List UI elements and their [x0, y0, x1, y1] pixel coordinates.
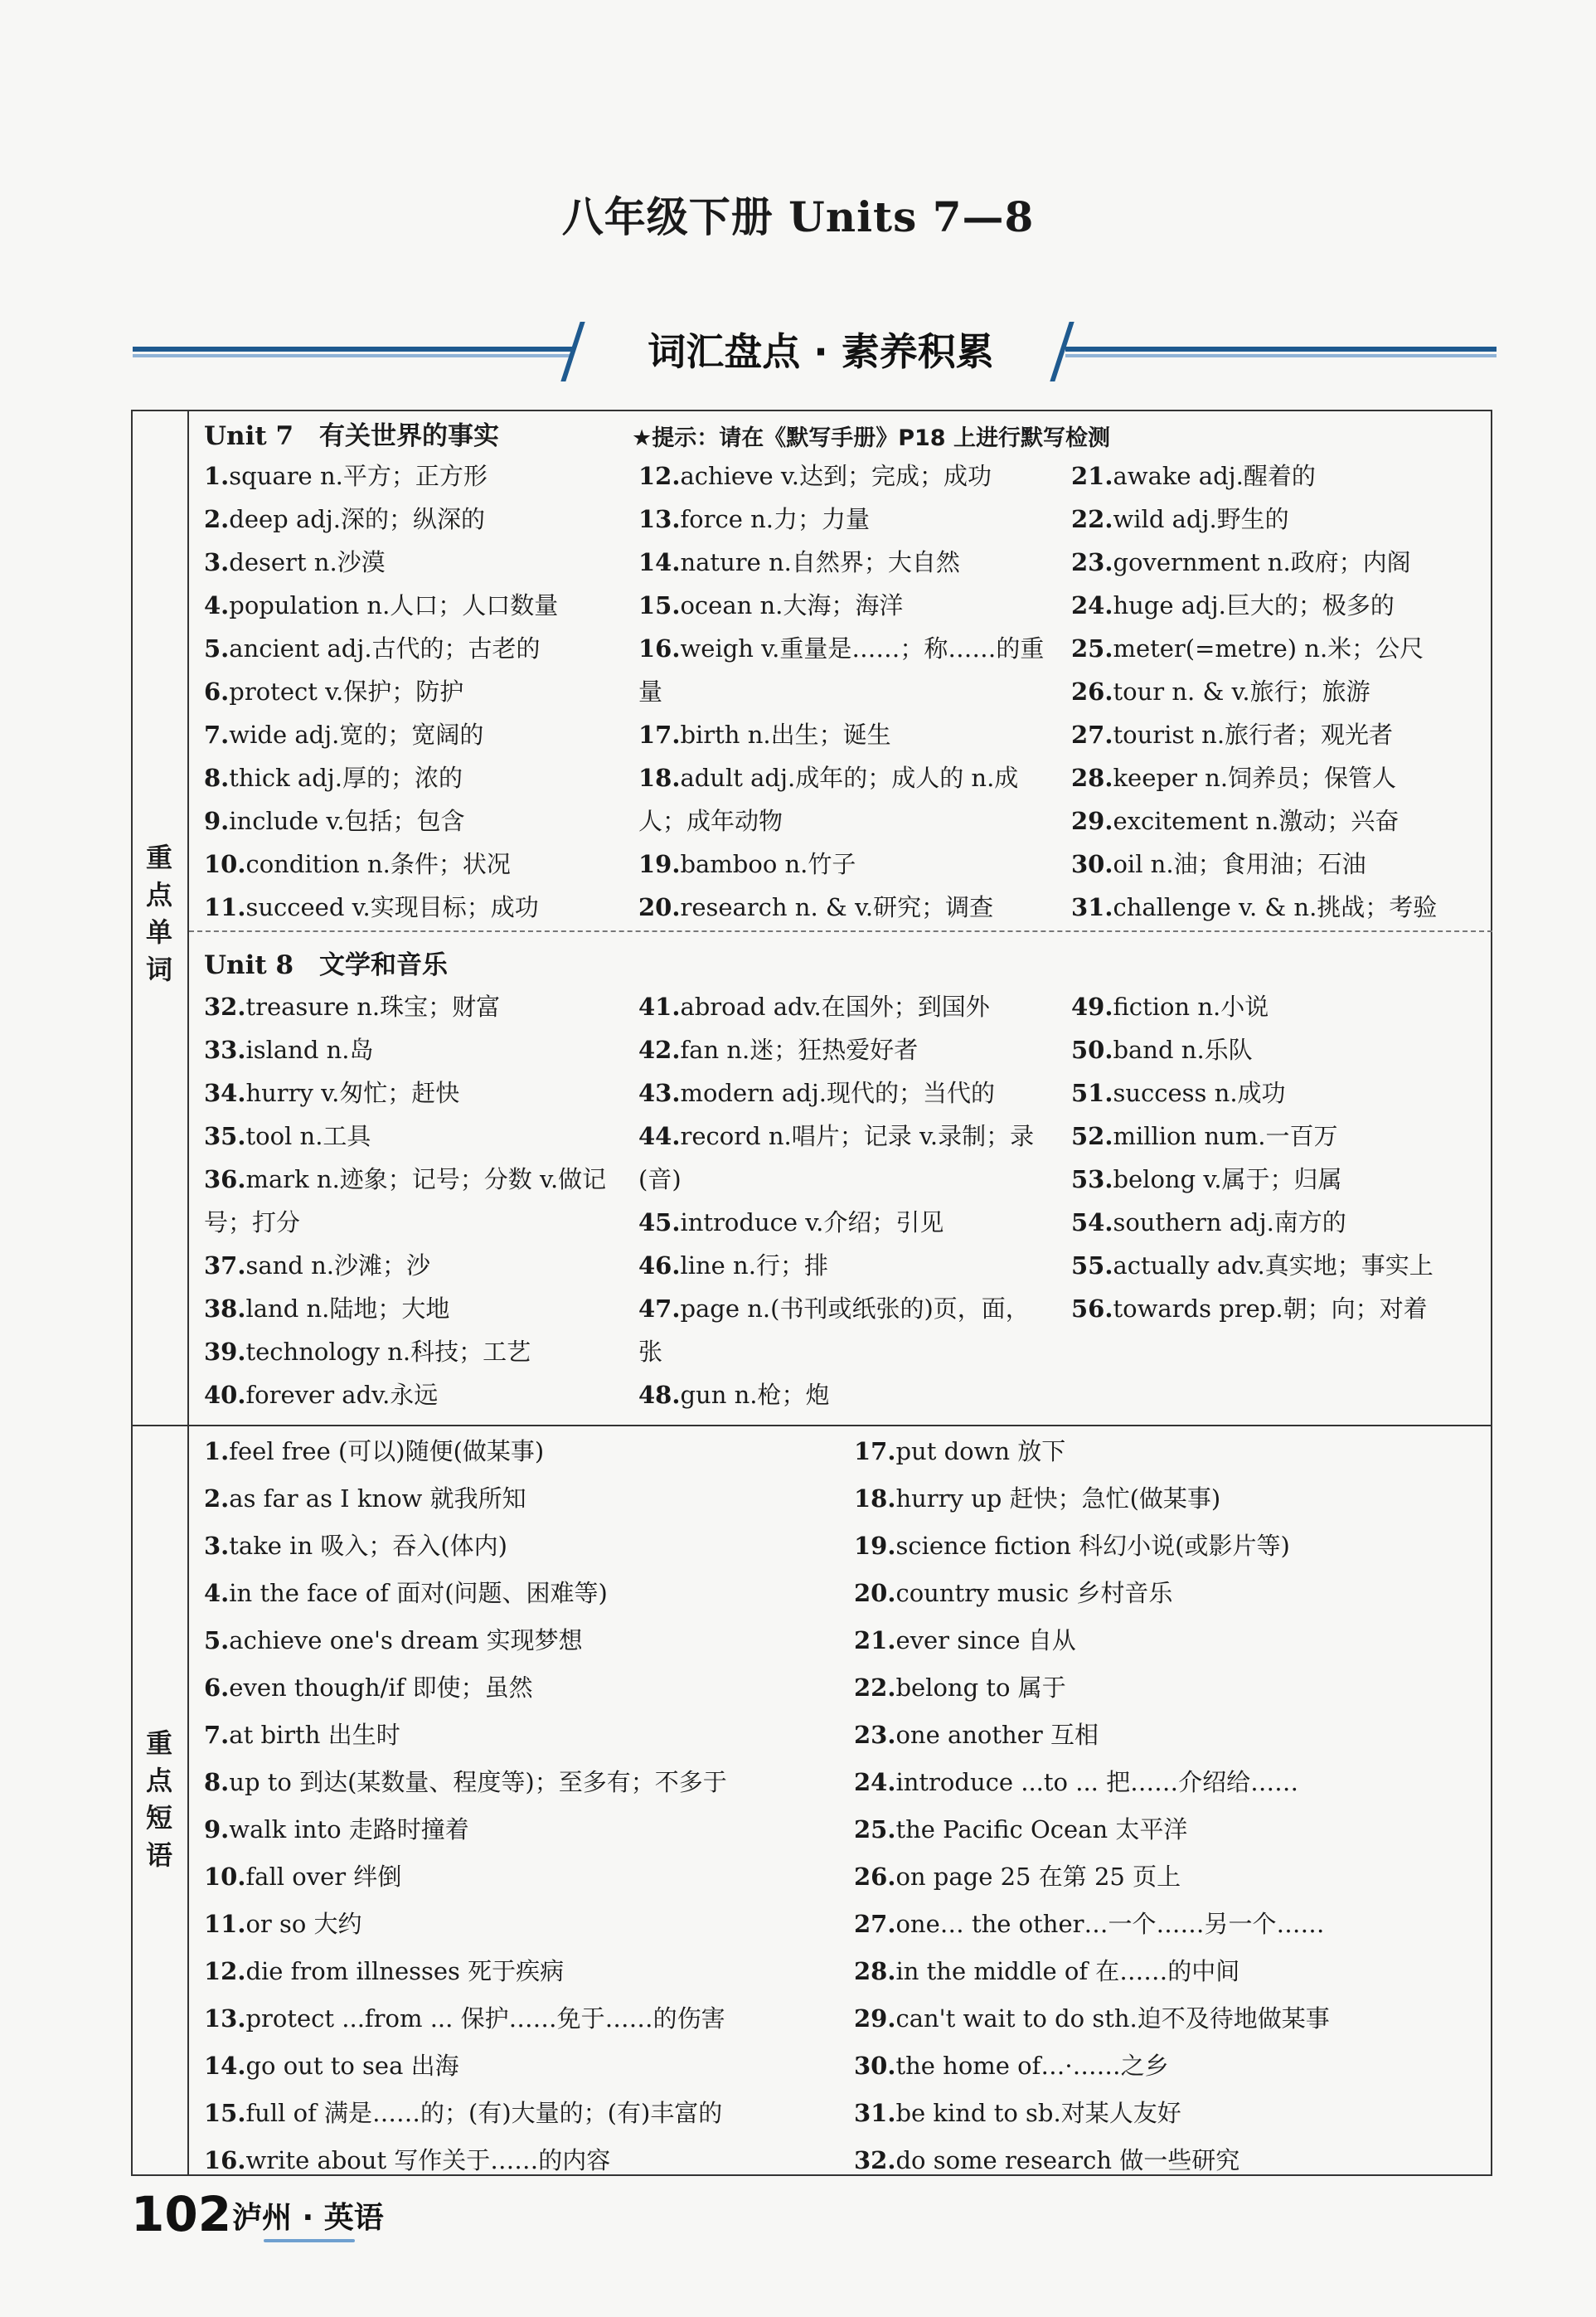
list-item	[638, 1373, 1053, 1416]
item-number: 10.	[204, 1863, 246, 1891]
item-number: 39.	[204, 1338, 246, 1366]
banner-rule-left	[133, 347, 572, 352]
item-number: 43.	[638, 1079, 681, 1107]
list-item	[1071, 886, 1486, 929]
list-item	[204, 1330, 619, 1373]
item-text: ever since 自从	[895, 1626, 1076, 1654]
list-item	[638, 1071, 1053, 1115]
item-text: belong to 属于	[895, 1673, 1066, 1702]
item-number: 12.	[638, 462, 681, 490]
item-number: 5.	[204, 634, 230, 663]
item-text: awake adj.醒着的	[1113, 462, 1316, 490]
item-number: 19.	[854, 1532, 896, 1560]
list-item	[638, 454, 1053, 498]
footer-label: 泸州 · 英语	[232, 2201, 384, 2235]
item-text: one… the other…一个……另一个……	[895, 1910, 1325, 1938]
phrase-item	[854, 1617, 1076, 1664]
list-item	[1071, 843, 1486, 886]
item-number: 8.	[204, 764, 230, 792]
banner-accent-left	[133, 354, 572, 357]
item-number: 6.	[204, 1673, 230, 1702]
item-number: 1.	[204, 462, 230, 490]
list-item	[204, 1071, 619, 1115]
item-text: technology n.科技；工艺	[245, 1338, 531, 1366]
phrase-item	[204, 1428, 544, 1475]
list-item	[638, 541, 1053, 584]
list-item	[204, 799, 619, 843]
item-text: actually adv.真实地；事实上	[1113, 1251, 1433, 1280]
item-text: mark n.迹象；记号；分数 v.做记号；打分	[204, 1165, 607, 1236]
item-text: achieve one's dream 实现梦想	[229, 1626, 583, 1654]
phrase-item	[204, 1995, 725, 2043]
list-item	[638, 1244, 1053, 1287]
phrase-item	[854, 1948, 1239, 1995]
item-number: 32.	[204, 993, 246, 1021]
phrase-item	[204, 1853, 401, 1901]
page-title: 八年级下册 Units 7—8	[561, 192, 1035, 241]
list-item	[638, 1201, 1053, 1244]
item-text: record n.唱片；记录 v.录制；录(音)	[638, 1122, 1035, 1193]
item-text: treasure n.珠宝；财富	[245, 993, 501, 1021]
item-number: 22.	[1071, 505, 1113, 533]
item-text: abroad adv.在国外；到国外	[680, 993, 990, 1021]
item-number: 26.	[854, 1863, 896, 1891]
item-number: 34.	[204, 1079, 246, 1107]
item-number: 45.	[638, 1208, 681, 1236]
item-text: the home of…·……之乡	[895, 2052, 1169, 2080]
phrase-item	[854, 1853, 1181, 1901]
item-text: one another 互相	[895, 1721, 1099, 1749]
item-number: 41.	[638, 993, 681, 1021]
item-text: fan n.迷；狂热爱好者	[680, 1036, 919, 1064]
list-item	[1071, 756, 1486, 799]
list-item	[1071, 541, 1486, 584]
banner-title: 词汇盘点 · 素养积累	[648, 329, 994, 374]
phrase-item	[204, 1570, 608, 1617]
item-text: can't wait to do sth.迫不及待地做某事	[895, 2004, 1330, 2033]
unit-divider	[189, 930, 1492, 932]
list-item	[204, 541, 619, 584]
item-text: do some research 做一些研究	[895, 2146, 1240, 2174]
phrase-section-label: 重 点 短 语	[145, 1727, 172, 1871]
item-number: 44.	[638, 1122, 681, 1150]
item-number: 19.	[638, 850, 681, 878]
list-item	[204, 1373, 619, 1416]
item-number: 2.	[204, 505, 230, 533]
list-item	[638, 498, 1053, 541]
item-text: in the middle of 在……的中间	[895, 1957, 1240, 1985]
item-number: 47.	[638, 1295, 681, 1323]
phrase-item	[204, 2090, 722, 2137]
item-text: oil n.油；食用油；石油	[1113, 850, 1366, 878]
item-text: ocean n.大海；海洋	[680, 591, 904, 619]
item-number: 33.	[204, 1036, 246, 1064]
item-number: 11.	[204, 893, 246, 921]
phrase-item	[854, 2137, 1239, 2184]
list-item	[1071, 1287, 1486, 1330]
item-number: 25.	[854, 1815, 896, 1843]
list-item	[1071, 1244, 1486, 1287]
item-text: hurry v.匆忙；赶快	[245, 1079, 460, 1107]
item-number: 17.	[638, 721, 681, 749]
item-text: in the face of 面对(问题、困难等)	[229, 1579, 608, 1607]
item-number: 38.	[204, 1295, 246, 1323]
list-item	[1071, 454, 1486, 498]
item-text: square n.平方；正方形	[229, 462, 488, 490]
item-number: 7.	[204, 721, 230, 749]
item-number: 24.	[1071, 591, 1113, 619]
item-text: meter(=metre) n.米；公尺	[1113, 634, 1424, 663]
item-number: 11.	[204, 1910, 246, 1938]
list-item	[204, 1158, 619, 1244]
item-number: 48.	[638, 1381, 681, 1409]
item-number: 30.	[854, 2052, 896, 2080]
item-number: 32.	[854, 2146, 896, 2174]
item-text: science fiction 科幻小说(或影片等)	[895, 1532, 1290, 1560]
item-text: tour n. & v.旅行；旅游	[1113, 678, 1370, 706]
item-text: condition n.条件；状况	[245, 850, 511, 878]
item-number: 50.	[1071, 1036, 1113, 1064]
item-number: 13.	[638, 505, 681, 533]
list-item	[1071, 713, 1486, 756]
list-item	[638, 584, 1053, 627]
item-number: 20.	[854, 1579, 896, 1607]
item-text: introduce v.介绍；引见	[680, 1208, 944, 1236]
item-text: deep adj.深的；纵深的	[229, 505, 486, 533]
list-item	[204, 1028, 619, 1071]
item-text: put down 放下	[895, 1437, 1066, 1465]
label-column-divider	[187, 410, 189, 2176]
item-text: wild adj.野生的	[1113, 505, 1289, 533]
item-number: 27.	[854, 1910, 896, 1938]
list-item	[204, 584, 619, 627]
item-number: 23.	[854, 1721, 896, 1749]
item-text: sand n.沙滩；沙	[245, 1251, 430, 1280]
item-text: huge adj.巨大的；极多的	[1113, 591, 1395, 619]
list-item	[638, 1028, 1053, 1071]
item-text: protect v.保护；防护	[229, 678, 464, 706]
item-number: 18.	[854, 1484, 896, 1513]
item-text: succeed v.实现目标；成功	[245, 893, 539, 921]
item-text: belong v.属于；归属	[1113, 1165, 1342, 1193]
item-text: as far as I know 就我所知	[229, 1484, 526, 1513]
item-number: 54.	[1071, 1208, 1113, 1236]
phrase-item	[854, 1523, 1290, 1570]
item-number: 56.	[1071, 1295, 1113, 1323]
item-text: line n.行；排	[680, 1251, 828, 1280]
phrase-item	[854, 1570, 1172, 1617]
item-text: feel free (可以)随便(做某事)	[229, 1437, 545, 1465]
item-text: achieve v.达到；完成；成功	[680, 462, 992, 490]
item-number: 5.	[204, 1626, 230, 1654]
list-item	[1071, 799, 1486, 843]
item-text: southern adj.南方的	[1113, 1208, 1346, 1236]
item-number: 53.	[1071, 1165, 1113, 1193]
item-number: 36.	[204, 1165, 246, 1193]
item-text: include v.包括；包含	[229, 807, 465, 835]
list-item	[204, 985, 619, 1028]
item-text: fiction n.小说	[1113, 993, 1269, 1021]
item-number: 3.	[204, 548, 230, 576]
item-number: 52.	[1071, 1122, 1113, 1150]
vocab-section-label: 重 点 单 词	[145, 842, 172, 985]
item-text: take in 吸入；吞入(体内)	[229, 1532, 507, 1560]
item-text: or so 大约	[245, 1910, 362, 1938]
item-number: 15.	[638, 591, 681, 619]
list-item	[204, 1244, 619, 1287]
list-item	[1071, 584, 1486, 627]
list-item	[1071, 1158, 1486, 1201]
item-number: 51.	[1071, 1079, 1113, 1107]
item-text: weigh v.重量是……；称……的重量	[638, 634, 1045, 706]
item-number: 15.	[204, 2099, 246, 2127]
phrase-item	[854, 1475, 1220, 1523]
phrase-item	[854, 1428, 1065, 1475]
phrase-item	[204, 2137, 610, 2184]
phrase-item	[204, 1759, 727, 1806]
page-number: 102	[131, 2186, 232, 2242]
item-number: 1.	[204, 1437, 230, 1465]
item-text: hurry up 赶快；急忙(做某事)	[895, 1484, 1221, 1513]
item-number: 49.	[1071, 993, 1113, 1021]
item-text: challenge v. & n.挑战；考验	[1113, 893, 1438, 921]
item-number: 9.	[204, 807, 230, 835]
item-text: be kind to sb.对某人友好	[895, 2099, 1181, 2127]
banner-accent-right	[1065, 354, 1497, 357]
item-number: 14.	[204, 2052, 246, 2080]
item-text: thick adj.厚的；浓的	[229, 764, 463, 792]
item-number: 4.	[204, 591, 230, 619]
item-text: gun n.枪；炮	[680, 1381, 830, 1409]
section-divider	[131, 1425, 1492, 1426]
item-number: 16.	[638, 634, 681, 663]
item-text: force n.力；力量	[680, 505, 871, 533]
item-number: 21.	[1071, 462, 1113, 490]
item-text: introduce ...to ... 把……介绍给……	[895, 1768, 1299, 1796]
item-number: 35.	[204, 1122, 246, 1150]
list-item	[1071, 1071, 1486, 1115]
item-text: even though/if 即使；虽然	[229, 1673, 533, 1702]
list-item	[1071, 985, 1486, 1028]
list-item	[638, 756, 1053, 843]
item-text: towards prep.朝；向；对着	[1113, 1295, 1428, 1323]
item-text: success n.成功	[1113, 1079, 1286, 1107]
item-number: 40.	[204, 1381, 246, 1409]
list-item	[638, 713, 1053, 756]
item-text: band n.乐队	[1113, 1036, 1253, 1064]
list-item	[1071, 627, 1486, 670]
phrase-item	[854, 1995, 1330, 2043]
phrase-item	[204, 1664, 533, 1712]
item-number: 21.	[854, 1626, 896, 1654]
list-item	[204, 627, 619, 670]
item-number: 27.	[1071, 721, 1113, 749]
phrase-item	[204, 1948, 564, 1995]
item-number: 22.	[854, 1673, 896, 1702]
item-text: wide adj.宽的；宽阔的	[229, 721, 484, 749]
phrase-item	[204, 1523, 507, 1570]
item-text: desert n.沙漠	[229, 548, 386, 576]
item-number: 4.	[204, 1579, 230, 1607]
list-item	[1071, 1115, 1486, 1158]
phrase-item	[204, 2043, 459, 2090]
phrase-item	[854, 1712, 1099, 1759]
list-item	[204, 670, 619, 713]
item-text: page n.(书刊或纸张的)页，面，张	[638, 1295, 1030, 1366]
item-text: land n.陆地；大地	[245, 1295, 450, 1323]
item-number: 18.	[638, 764, 681, 792]
list-item	[638, 985, 1053, 1028]
item-text: country music 乡村音乐	[895, 1579, 1173, 1607]
item-number: 37.	[204, 1251, 246, 1280]
list-item	[204, 886, 619, 929]
phrase-item	[854, 1901, 1325, 1948]
item-number: 31.	[1071, 893, 1113, 921]
item-text: birth n.出生；诞生	[680, 721, 891, 749]
item-text: fall over 绊倒	[245, 1863, 402, 1891]
item-text: million num.一百万	[1113, 1122, 1338, 1150]
item-number: 8.	[204, 1768, 230, 1796]
item-number: 29.	[1071, 807, 1113, 835]
item-number: 42.	[638, 1036, 681, 1064]
item-number: 2.	[204, 1484, 230, 1513]
phrase-item	[854, 2043, 1169, 2090]
list-item	[638, 1115, 1053, 1201]
item-number: 7.	[204, 1721, 230, 1749]
item-number: 25.	[1071, 634, 1113, 663]
phrase-item	[854, 1806, 1187, 1853]
item-number: 10.	[204, 850, 246, 878]
item-number: 30.	[1071, 850, 1113, 878]
footer-accent	[264, 2239, 355, 2242]
list-item	[204, 1115, 619, 1158]
list-item	[204, 713, 619, 756]
unit8-heading: Unit 8 文学和音乐	[204, 950, 449, 980]
banner-rule-right	[1065, 347, 1497, 352]
phrase-item	[204, 1617, 583, 1664]
list-item	[1071, 1028, 1486, 1071]
item-text: up to 到达(某数量、程度等)；至多有；不多于	[229, 1768, 727, 1796]
item-number: 29.	[854, 2004, 896, 2033]
item-text: write about 写作关于……的内容	[245, 2146, 611, 2174]
item-number: 16.	[204, 2146, 246, 2174]
item-number: 9.	[204, 1815, 230, 1843]
item-text: at birth 出生时	[229, 1721, 400, 1749]
phrase-item	[854, 2090, 1181, 2137]
phrase-item	[204, 1475, 526, 1523]
item-text: research n. & v.研究；调查	[680, 893, 994, 921]
item-text: nature n.自然界；大自然	[680, 548, 960, 576]
phrase-item	[204, 1806, 469, 1853]
item-number: 31.	[854, 2099, 896, 2127]
list-item	[638, 843, 1053, 886]
item-number: 20.	[638, 893, 681, 921]
item-text: government n.政府；内阁	[1113, 548, 1411, 576]
item-text: tourist n.旅行者；观光者	[1113, 721, 1394, 749]
item-number: 6.	[204, 678, 230, 706]
item-text: keeper n.饲养员；保管人	[1113, 764, 1397, 792]
item-number: 28.	[854, 1957, 896, 1985]
item-number: 26.	[1071, 678, 1113, 706]
item-number: 12.	[204, 1957, 246, 1985]
list-item	[204, 843, 619, 886]
list-item	[204, 1287, 619, 1330]
item-number: 28.	[1071, 764, 1113, 792]
phrase-item	[854, 1664, 1066, 1712]
item-number: 13.	[204, 2004, 246, 2033]
list-item	[638, 886, 1053, 929]
item-number: 23.	[1071, 548, 1113, 576]
item-text: on page 25 在第 25 页上	[895, 1863, 1181, 1891]
item-text: modern adj.现代的；当代的	[680, 1079, 995, 1107]
list-item	[1071, 1201, 1486, 1244]
item-text: ancient adj.古代的；古老的	[229, 634, 541, 663]
item-text: excitement n.激动；兴奋	[1113, 807, 1400, 835]
item-number: 14.	[638, 548, 681, 576]
section-banner	[133, 322, 1497, 380]
unit7-heading: Unit 7 有关世界的事实	[204, 421, 500, 451]
item-text: population n.人口；人口数量	[229, 591, 559, 619]
item-text: walk into 走路时撞着	[229, 1815, 469, 1843]
item-text: bamboo n.竹子	[680, 850, 856, 878]
list-item	[204, 498, 619, 541]
list-item	[638, 1287, 1053, 1373]
item-text: adult adj.成年的；成人的 n.成人；成年动物	[638, 764, 1019, 835]
item-text: island n.岛	[245, 1036, 374, 1064]
list-item	[1071, 498, 1486, 541]
phrase-item	[854, 1759, 1298, 1806]
list-item	[638, 627, 1053, 713]
list-item	[204, 454, 619, 498]
phrase-item	[204, 1901, 362, 1948]
item-text: tool n.工具	[245, 1122, 371, 1150]
item-number: 3.	[204, 1532, 230, 1560]
hint-text: ★提示：请在《默写手册》P18 上进行默写检测	[632, 425, 1110, 451]
phrase-item	[204, 1712, 400, 1759]
item-text: the Pacific Ocean 太平洋	[895, 1815, 1188, 1843]
item-text: die from illnesses 死于疾病	[245, 1957, 565, 1985]
list-item	[1071, 670, 1486, 713]
item-number: 17.	[854, 1437, 896, 1465]
item-text: go out to sea 出海	[245, 2052, 459, 2080]
item-number: 46.	[638, 1251, 681, 1280]
item-number: 24.	[854, 1768, 896, 1796]
list-item	[204, 756, 619, 799]
item-text: full of 满是……的；(有)大量的；(有)丰富的	[245, 2099, 723, 2127]
item-text: forever adv.永远	[245, 1381, 439, 1409]
item-text: protect ...from ... 保护……免于……的伤害	[245, 2004, 725, 2033]
item-number: 55.	[1071, 1251, 1113, 1280]
